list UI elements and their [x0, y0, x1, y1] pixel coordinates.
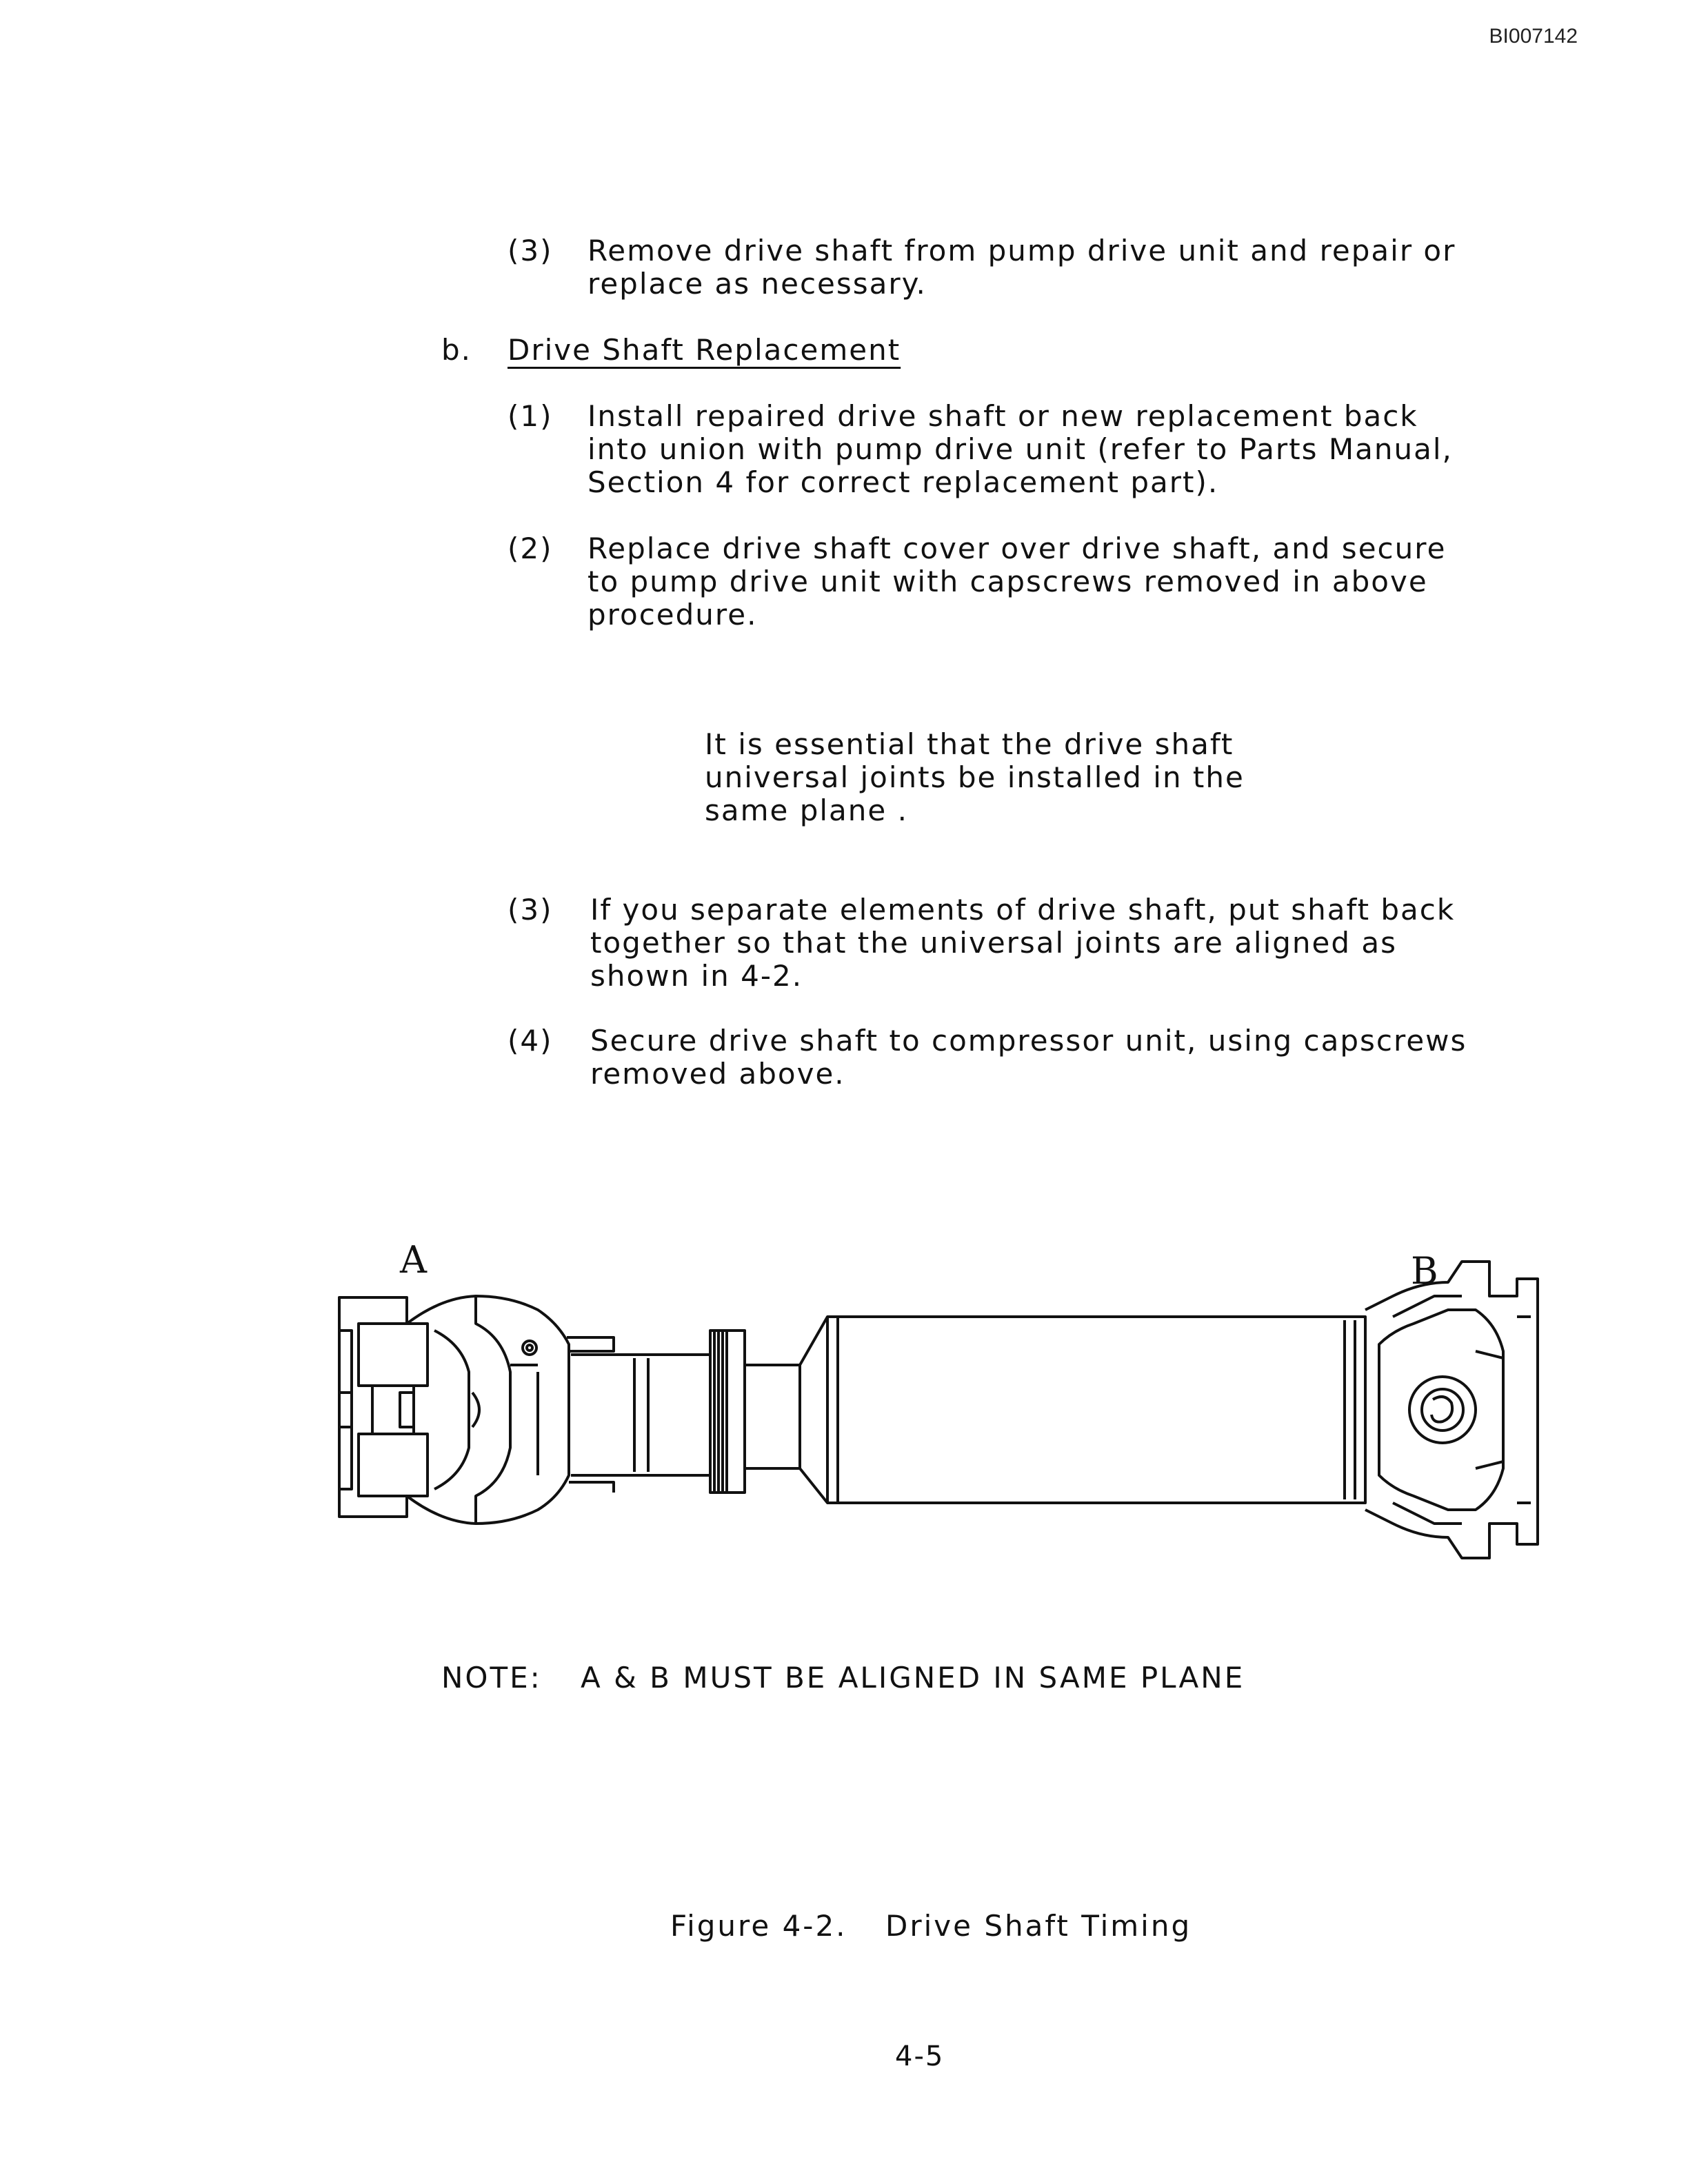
drive-shaft-figure — [331, 1255, 1572, 1586]
spline-collar — [710, 1331, 745, 1493]
step-text-line: to pump drive unit with capscrews removed in above — [587, 565, 1428, 598]
step-text-line: Install repaired drive shaft or new replacement back — [587, 399, 1418, 433]
universal-joint-a — [339, 1296, 569, 1524]
step-number: (4) — [508, 1024, 553, 1058]
shaft-neck — [745, 1365, 800, 1468]
document-id: BI007142 — [1489, 25, 1578, 48]
step-text-line: Replace drive shaft cover over drive shaft, and secure — [587, 532, 1447, 565]
grease-fitting — [523, 1341, 536, 1355]
joint-label-a: A — [400, 1238, 427, 1282]
step-number: (2) — [508, 532, 553, 565]
figure-note-label: NOTE: — [441, 1661, 542, 1695]
section-title: Drive Shaft Replacement — [508, 333, 901, 367]
figure-note-text: A & B MUST BE ALIGNED IN SAME PLANE — [581, 1661, 1245, 1695]
step-text-line: removed above. — [590, 1057, 845, 1091]
figure-caption-number: Figure 4-2. — [670, 1909, 847, 1943]
step-text-line: procedure. — [587, 598, 758, 631]
caution-text-line: same plane . — [705, 793, 908, 827]
universal-joint-b — [1365, 1262, 1538, 1558]
step-number: (3) — [508, 234, 553, 267]
step-text-line: shown in 4-2. — [590, 959, 803, 993]
figure-caption-title: Drive Shaft Timing — [885, 1909, 1192, 1943]
step-text-line: replace as necessary. — [587, 267, 927, 301]
step-text-line: into union with pump drive unit (refer to Parts Manual, — [587, 432, 1453, 466]
step-text-line: Section 4 for correct replacement part). — [587, 465, 1219, 499]
section-heading — [508, 334, 901, 367]
caution-text-line: It is essential that the drive shaft — [705, 727, 1234, 761]
step-text-line: If you separate elements of drive shaft, put shaft back — [590, 893, 1456, 927]
drive-tube — [800, 1317, 1365, 1503]
step-text-line: Secure drive shaft to compressor unit, using capscrews — [590, 1024, 1467, 1058]
step-text-line: Remove drive shaft from pump drive unit and repair or — [587, 234, 1456, 267]
slip-shaft — [510, 1337, 710, 1493]
joint-label-b: B — [1411, 1249, 1438, 1293]
step-text-line: together so that the universal joints are aligned as — [590, 926, 1398, 960]
step-number: (3) — [508, 893, 553, 927]
caution-text-line: universal joints be installed in the — [705, 760, 1245, 794]
step-number: (1) — [508, 399, 553, 433]
section-letter: b. — [441, 333, 472, 367]
page-number: 4-5 — [895, 2041, 945, 2072]
